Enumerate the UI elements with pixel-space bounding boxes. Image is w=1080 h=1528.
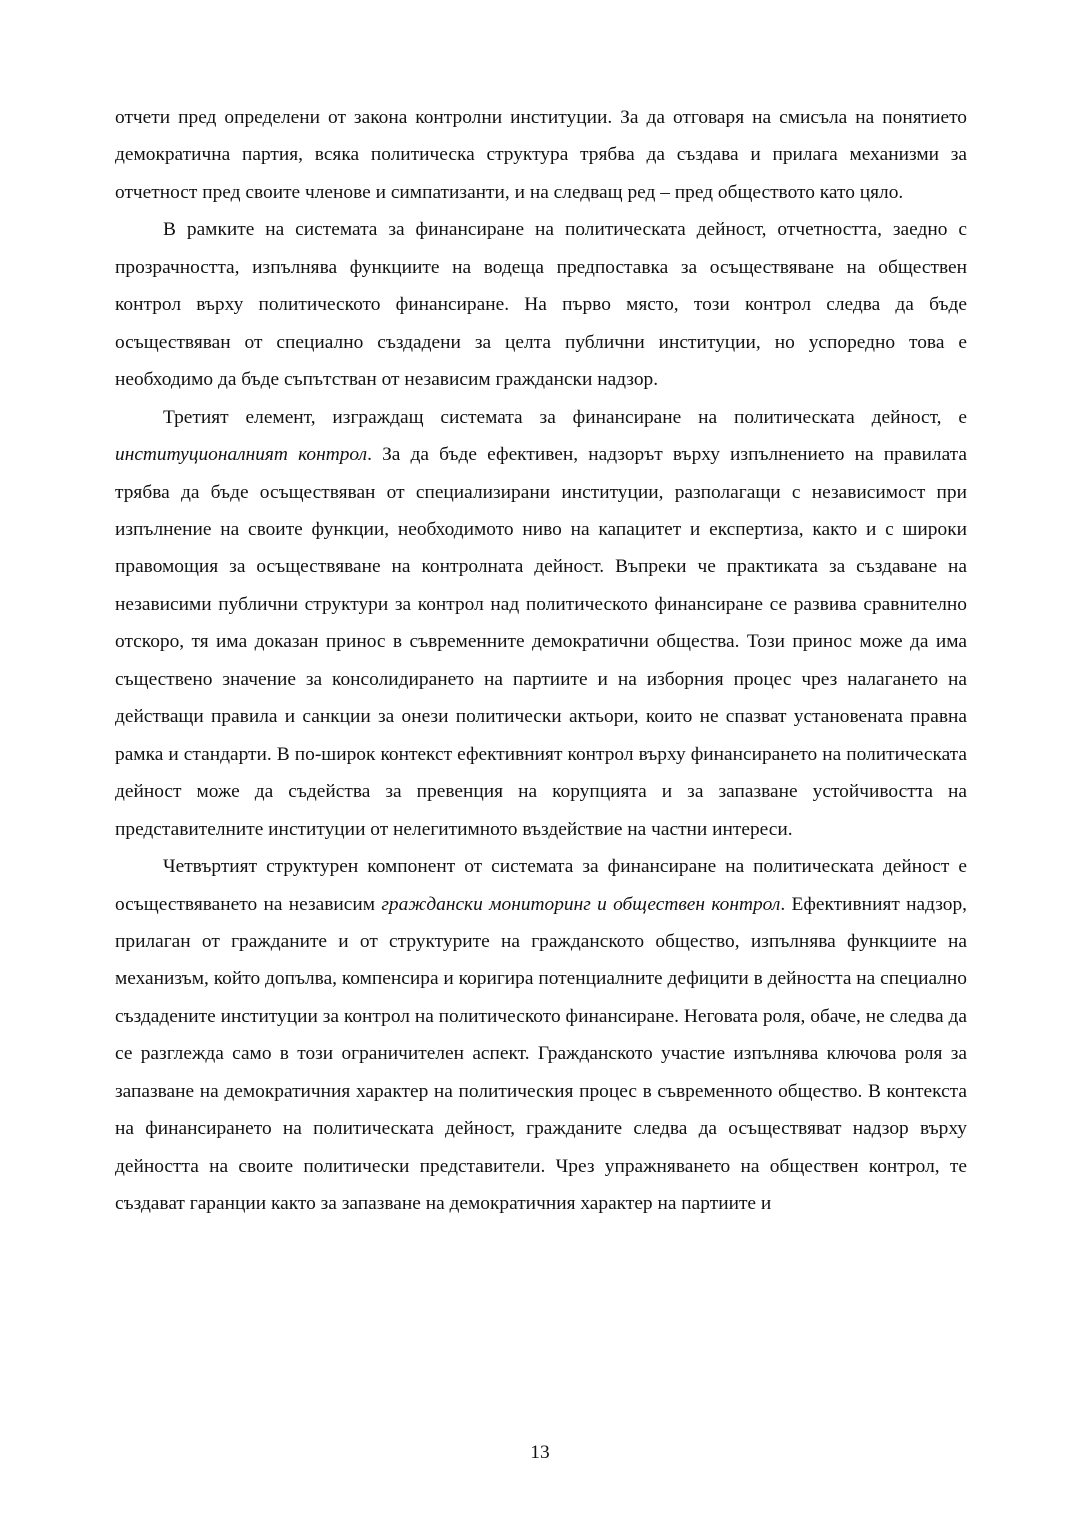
paragraph-text: отчети пред определени от закона контролни институции. За да отговаря на смисъла на понятието демократична партия, всяка политическа структура трябва да създава и прилага механизми за отчетност пред своите членове и симпатизанти, и на следващ ред – пред обществото като цяло. bbox=[115, 107, 967, 203]
italic-term: институционалният контрол bbox=[115, 444, 368, 466]
paragraph-text: Четвъртият структурен компонент от системата за финансиране на политическата дейност е осъществяването на независим bbox=[115, 856, 967, 915]
paragraph-text: В рамките на системата за финансиране на политическата дейност, отчетността, заедно с прозрачността, изпълнява функциите на водеща предпоставка за осъществяване на обществен контрол върху политическото финансиране. На първо място, този контрол следва да бъде осъществяван от специално създадени за целта публични институции, но успоредно това е необходимо да бъде съпътстван от независим граждански надзор. bbox=[115, 219, 967, 391]
paragraph-text: . За да бъде ефективен, надзорът върху изпълнението на правилата трябва да бъде осъществяван от специализирани институции, разполагащи с независимост при изпълнение на своите функции, необходимото ниво на капацитет и експертиза, както и с широки правомощия за осъществяване на контролната дейност. Въпреки че практиката за създаване на независими публични структури за контрол над политическото финансиране се развива сравнително отскоро, тя има доказан принос в съвременните демократични общества. Този принос може да има съществено значение за консолидирането на партиите и на изборния процес чрез налагането на действащи правила и санкции за онези политически актьори, които не спазват установената правна рамка и стандарти. В по-широк контекст ефективният контрол върху финансирането на политическата дейност може да съдейства за превенция на корупцията и за запазване устойчивостта на представителните институции от нелегитимното въздействие на частни интереси. bbox=[115, 444, 968, 840]
document-body bbox=[115, 99, 967, 1223]
italic-term: граждански мониторинг и обществен контрол bbox=[381, 893, 781, 915]
paragraph-2 bbox=[115, 211, 967, 398]
paragraph-text: . Ефективният надзор, прилаган от гражданите и от структурите на гражданското общество, изпълнява функциите на механизъм, който допълва, компенсира и коригира потенциалните дефицити в дейността на специално създадените институции за контрол на политическото финансиране. Неговата роля, обаче, не следва да се разглежда само в този ограничителен аспект. Гражданското участие изпълнява ключова роля за запазване на демократичния характер на политическия процес в съвременното общество. В контекста на финансирането на политическата дейност, гражданите следва да осъществяват надзор върху дейността на своите политически представители. Чрез упражняването на обществен контрол, те създават гаранции както за запазване на демократичния характер на партиите и bbox=[115, 893, 968, 1215]
paragraph-text: Третият елемент, изграждащ системата за финансиране на политическата дейност, е bbox=[163, 406, 967, 428]
paragraph-1 bbox=[115, 99, 967, 211]
paragraph-4 bbox=[115, 848, 967, 1223]
paragraph-3 bbox=[115, 399, 967, 848]
page-number: 13 bbox=[530, 1442, 550, 1463]
